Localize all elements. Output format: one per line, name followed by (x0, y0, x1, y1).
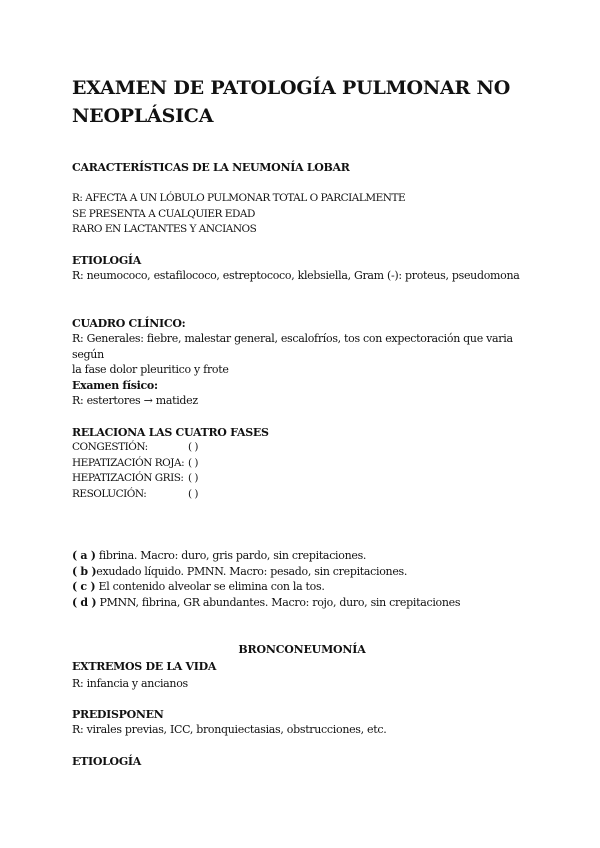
option-item (72, 595, 542, 611)
section-heading-extremos: EXTREMOS DE LA VIDA (72, 660, 217, 673)
section-heading-predisponen: PREDISPONEN (72, 708, 164, 721)
etiologia-answer: R: neumococo, estafilococo, estreptococo, klebsiella, Gram (-): proteus, pseudomona (72, 269, 520, 282)
option-text: El contenido alveolar se elimina con la tos. (95, 580, 325, 593)
phase-row (72, 440, 542, 456)
option-marker: ( c ) (72, 580, 96, 593)
option-marker: ( a ) (72, 549, 96, 562)
phase-name: HEPATIZACIÓN ROJA: (72, 456, 185, 469)
fases-list (72, 440, 542, 502)
section-heading-examen-fisico: Examen físico: (72, 379, 158, 392)
section-heading-fases: RELACIONA LAS CUATRO FASES (72, 426, 269, 439)
neumonia-lobar-answer (72, 191, 542, 238)
phase-row (72, 487, 542, 503)
answer-line: R: AFECTA A UN LÓBULO PULMONAR TOTAL O PARCIALMENTE (72, 192, 406, 204)
answer-line: R: Generales: fiebre, malestar general, escalofríos, tos con expectoración que varia según (72, 332, 513, 361)
section-heading-etiologia-2: ETIOLOGÍA (72, 755, 141, 768)
answer-line: RARO EN LACTANTES Y ANCIANOS (72, 223, 257, 235)
extremos-answer: R: infancia y ancianos (72, 677, 188, 690)
phase-name: HEPATIZACIÓN GRIS: (72, 472, 184, 484)
option-item (72, 564, 542, 580)
phase-blank: ( ) (188, 456, 199, 469)
answer-line: SE PRESENTA A CUALQUIER EDAD (72, 207, 255, 220)
options-list (72, 548, 542, 610)
section-heading-neumonia-lobar: CARACTERÍSTICAS DE LA NEUMONÍA LOBAR (72, 161, 350, 174)
section-heading-etiologia: ETIOLOGÍA (72, 254, 141, 267)
cuadro-clinico-answer (72, 331, 542, 378)
option-marker: ( d ) (72, 595, 97, 609)
option-text: PMNN, fibrina, GR abundantes. Macro: rojo, duro, sin crepitaciones (96, 595, 461, 609)
title-line-2: NEOPLÁSICA (72, 105, 214, 127)
phase-name: CONGESTIÓN: (72, 441, 148, 453)
examen-fisico-answer: R: estertores → matidez (72, 394, 198, 407)
phase-blank: ( ) (188, 487, 199, 500)
page-title (72, 74, 542, 130)
phase-blank: ( ) (188, 441, 199, 453)
title-line-1: EXAMEN DE PATOLOGÍA PULMONAR NO (72, 77, 511, 99)
section-heading-cuadro-clinico: CUADRO CLÍNICO: (72, 317, 186, 330)
section-heading-bronconeumonia: BRONCONEUMONÍA (238, 643, 366, 656)
predisponen-answer: R: virales previas, ICC, bronquiectasias, obstrucciones, etc. (72, 723, 387, 736)
option-marker: ( b ) (72, 564, 97, 578)
option-text: exudado líquido. PMNN. Macro: pesado, sin crepitaciones. (96, 564, 408, 578)
phase-name: RESOLUCIÓN: (72, 487, 147, 500)
phase-blank: ( ) (188, 472, 199, 484)
phase-row (72, 456, 542, 472)
option-text: fibrina. Macro: duro, gris pardo, sin crepitaciones. (95, 549, 367, 562)
answer-line: la fase dolor pleuritico y frote (72, 363, 229, 376)
phase-row (72, 471, 542, 487)
option-item (72, 548, 542, 564)
option-item (72, 579, 542, 595)
